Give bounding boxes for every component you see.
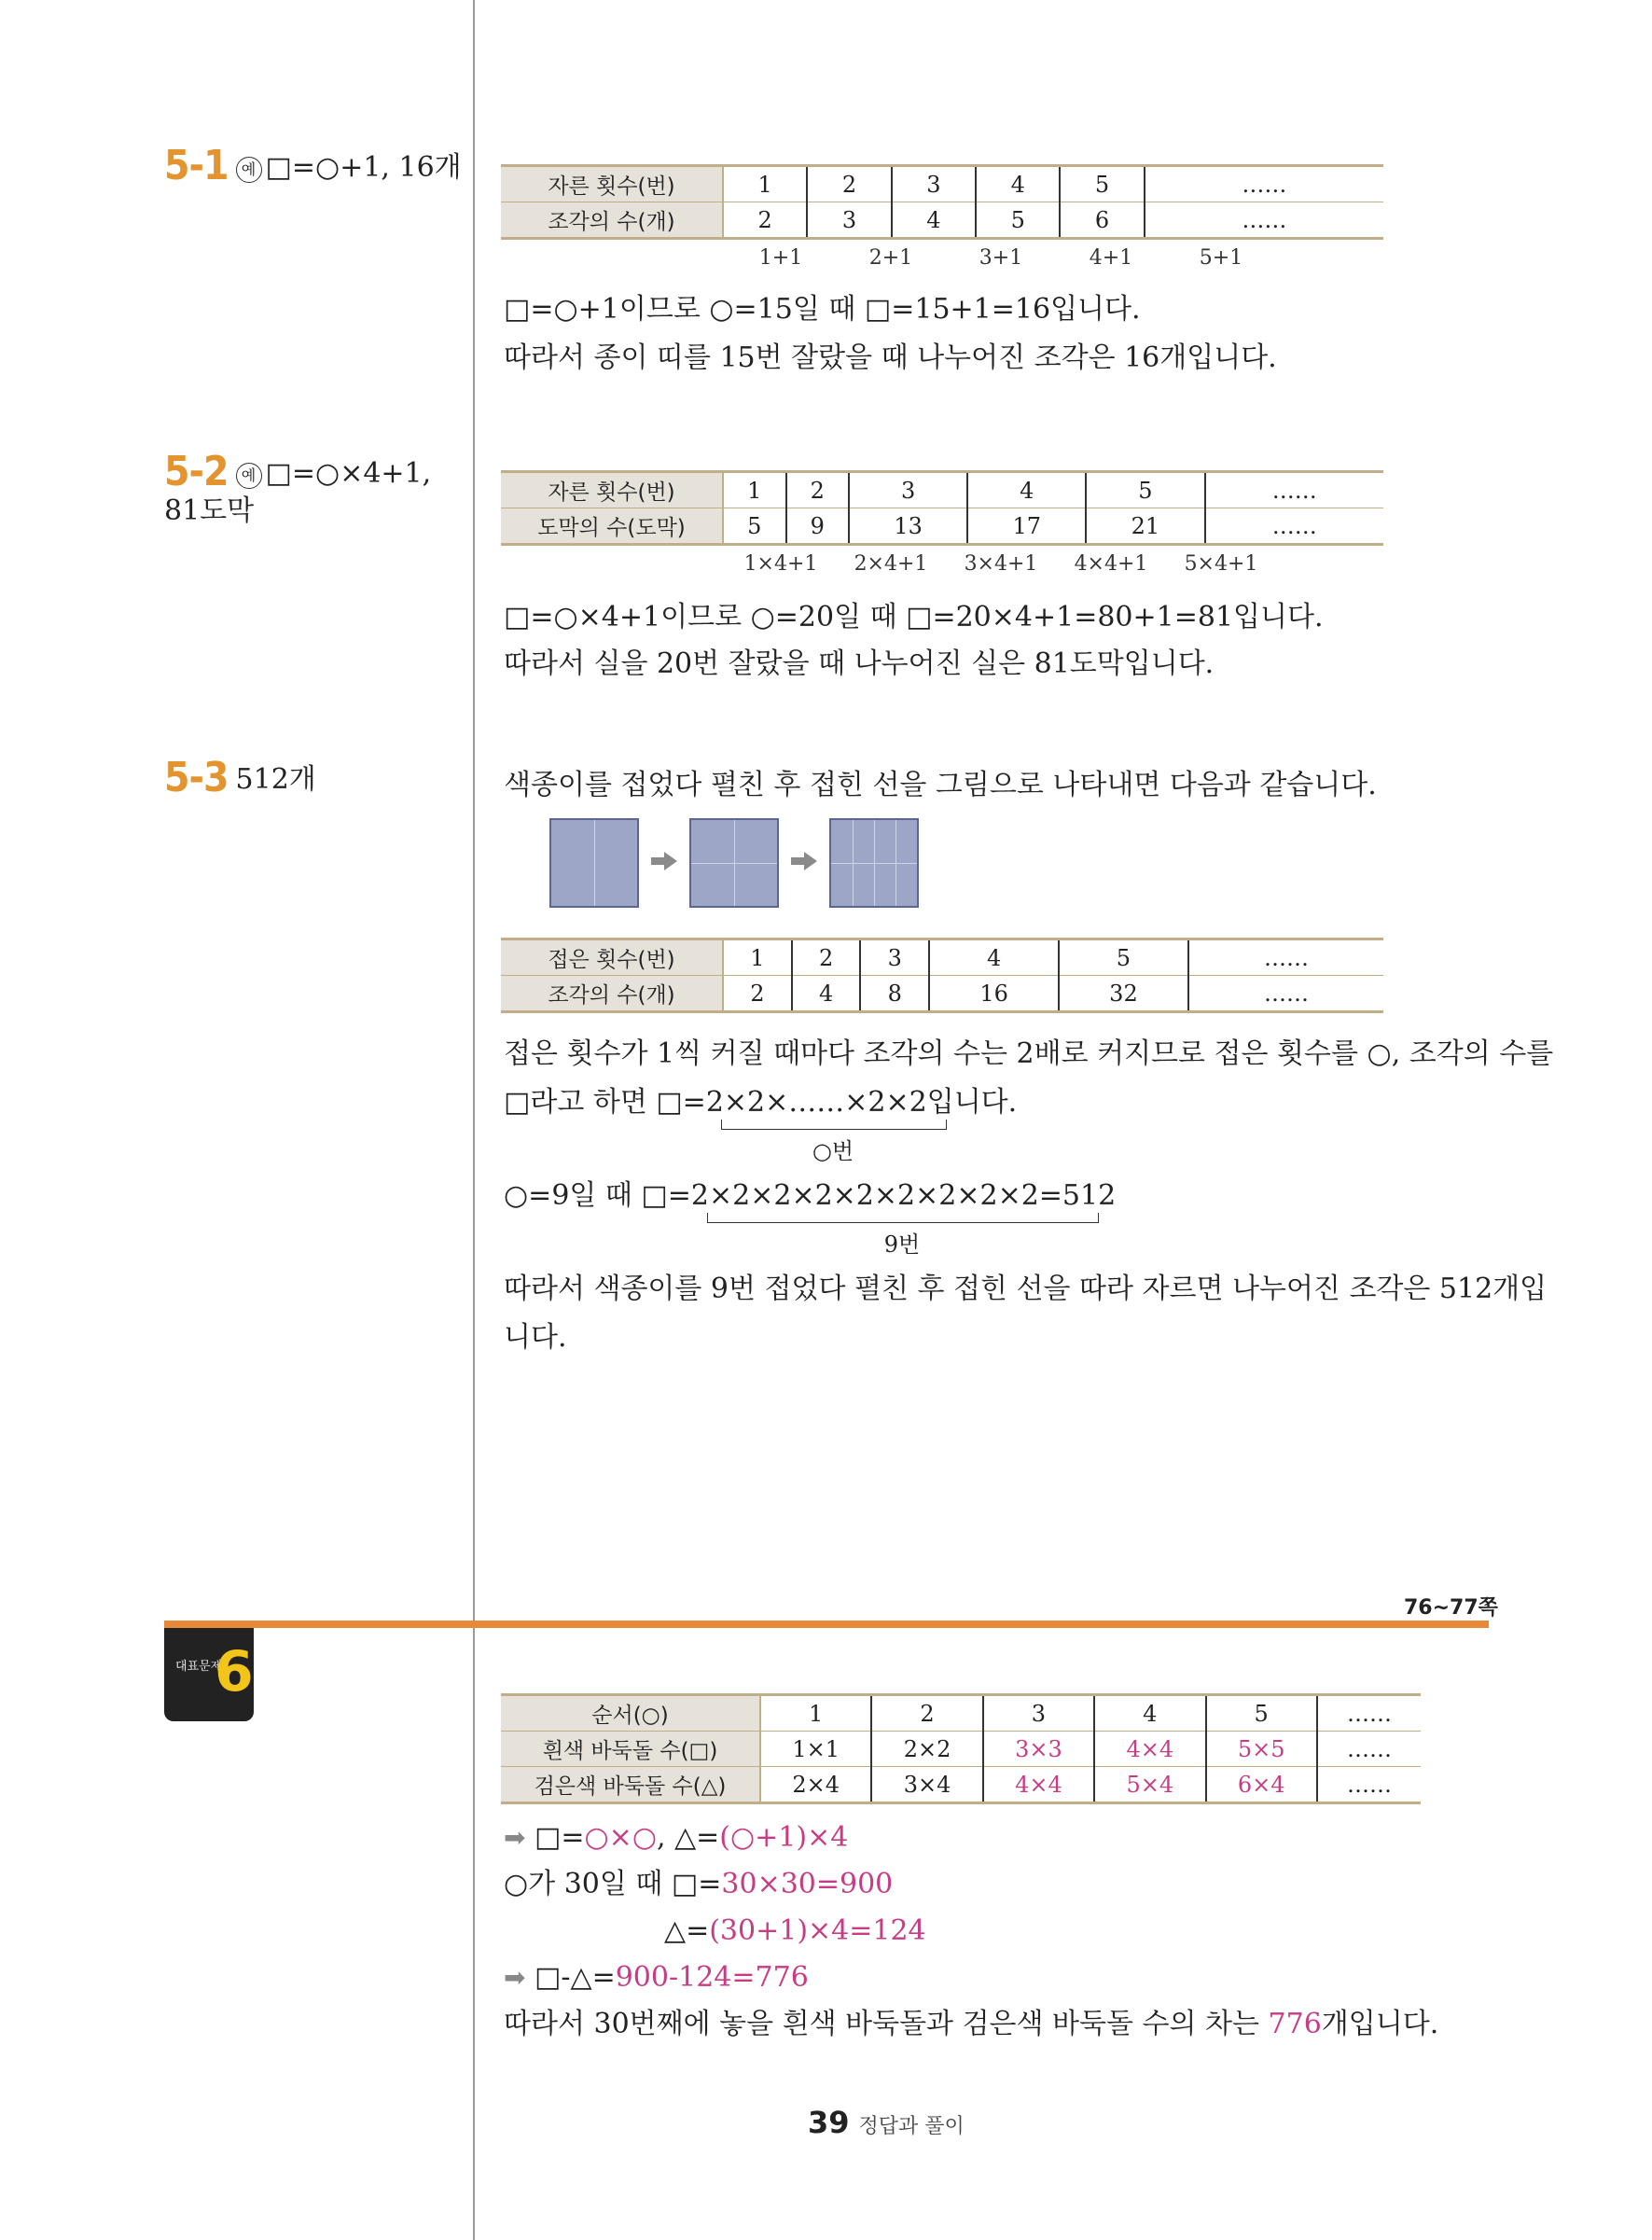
sub-expression: 5×4+1 — [1184, 552, 1258, 576]
cell: 1 — [723, 939, 792, 976]
cell: 13 — [849, 508, 967, 545]
eq-answer: 900-124=776 — [615, 1961, 809, 1994]
eq-text: 개입니다. — [1321, 2008, 1439, 2040]
folded-paper-2 — [689, 818, 779, 908]
cell: 6×4 — [1206, 1767, 1317, 1803]
cell: 4 — [1094, 1695, 1205, 1732]
solution-line: □라고 하면 □=2×2×……×2×2입니다. — [504, 1086, 1018, 1119]
cell: 2 — [723, 976, 792, 1012]
example-mark-icon: 예 — [236, 157, 262, 183]
cell: 3 — [849, 472, 967, 508]
final-sentence — [504, 2006, 1438, 2043]
cell: 1 — [723, 166, 807, 202]
cell: 3×3 — [983, 1732, 1094, 1767]
underbrace — [707, 1213, 1099, 1223]
table-row — [501, 472, 1383, 508]
equation-line — [664, 1913, 926, 1950]
sub-expression: 3×4+1 — [964, 552, 1038, 576]
arrow-right-icon — [791, 852, 817, 870]
sub-expression: 4+1 — [1089, 246, 1133, 270]
solution-line: ○=9일 때 □=2×2×2×2×2×2×2×2×2=512 — [504, 1179, 1117, 1212]
answer: □=○+1, 16개 — [265, 151, 462, 184]
cell: 4 — [976, 166, 1060, 202]
section-badge — [164, 1628, 254, 1721]
eq-answer: (30+1)×4=124 — [709, 1914, 926, 1947]
sub-expression: 5+1 — [1199, 246, 1243, 270]
table-5-2 — [501, 470, 1383, 546]
row-header: 접은 횟수(번) — [501, 939, 723, 976]
solution-line: 니다. — [504, 1321, 567, 1354]
cell: 4 — [929, 939, 1059, 976]
table-row — [501, 1695, 1421, 1732]
cell: 8 — [860, 976, 929, 1012]
eq-answer: (○+1)×4 — [719, 1821, 849, 1854]
page-number: 39 — [808, 2105, 850, 2140]
solution-line: 따라서 종이 띠를 15번 잘랐을 때 나누어진 조각은 16개입니다. — [504, 341, 1277, 374]
problem-5-1-label — [164, 142, 462, 189]
cell: …… — [1188, 939, 1383, 976]
page-footer — [808, 2105, 965, 2140]
eq-answer: 776 — [1268, 2008, 1322, 2040]
cell: 1×1 — [760, 1732, 871, 1767]
cell: 2 — [723, 202, 807, 239]
footer-title: 정답과 풀이 — [858, 2115, 965, 2138]
table-row — [501, 976, 1383, 1012]
solution-line: 접은 횟수가 1씩 커질 때마다 조각의 수는 2배로 커지므로 접은 횟수를 ○, 조각의 수를 — [504, 1037, 1554, 1070]
sub-expressions — [726, 552, 1276, 576]
brace-label: ○번 — [812, 1138, 854, 1164]
folded-paper-1 — [549, 818, 639, 908]
cell: 4 — [892, 202, 976, 239]
eq-answer: ○×○ — [584, 1821, 657, 1854]
row-header: 조각의 수(개) — [501, 976, 723, 1012]
solution-line: 따라서 실을 20번 잘랐을 때 나누어진 실은 81도막입니다. — [504, 647, 1215, 680]
sub-expression: 3+1 — [979, 246, 1023, 270]
eq-text: , △= — [657, 1821, 720, 1854]
row-header: 조각의 수(개) — [501, 202, 723, 239]
cell: 2 — [871, 1695, 982, 1732]
table-row — [501, 1732, 1421, 1767]
cell: 2×4 — [760, 1767, 871, 1803]
eq-text: △= — [664, 1914, 710, 1947]
badge-number: 6 — [215, 1639, 254, 1704]
cell: 4 — [967, 472, 1086, 508]
cell: …… — [1205, 508, 1384, 545]
table-5-1 — [501, 164, 1383, 240]
underbrace — [721, 1120, 947, 1130]
table-row — [501, 166, 1383, 202]
table-6 — [501, 1693, 1421, 1804]
row-header: 자른 횟수(번) — [501, 472, 723, 508]
solution-line: 따라서 색종이를 9번 접었다 펼친 후 접힌 선을 따라 자르면 나누어진 조각은 512개입 — [504, 1273, 1548, 1305]
solution-line: □=○+1이므로 ○=15일 때 □=15+1=16입니다. — [504, 293, 1141, 326]
cell: …… — [1145, 166, 1383, 202]
example-mark-icon: 예 — [236, 463, 262, 489]
cell: 5 — [723, 508, 786, 545]
table-5-3 — [501, 938, 1383, 1013]
cell: 5 — [976, 202, 1060, 239]
cell: 3 — [860, 939, 929, 976]
cell: 9 — [786, 508, 850, 545]
cell: …… — [1317, 1732, 1421, 1767]
cell: 5 — [1206, 1695, 1317, 1732]
cell: 4 — [792, 976, 861, 1012]
cell: 4×4 — [1094, 1732, 1205, 1767]
cell: …… — [1145, 202, 1383, 239]
row-header: 자른 횟수(번) — [501, 166, 723, 202]
problem-5-2-label — [164, 448, 432, 530]
column-divider — [473, 0, 475, 2240]
table-row — [501, 508, 1383, 545]
cell: 3×4 — [871, 1767, 982, 1803]
brace-label: 9번 — [883, 1231, 921, 1258]
row-header: 검은색 바둑돌 수(△) — [501, 1767, 760, 1803]
row-header: 흰색 바둑돌 수(□) — [501, 1732, 760, 1767]
solution-line: □=○×4+1이므로 ○=20일 때 □=20×4+1=80+1=81입니다. — [504, 601, 1324, 633]
sub-expression: 2×4+1 — [854, 552, 928, 576]
cell: 2 — [807, 166, 891, 202]
cell: 16 — [929, 976, 1059, 1012]
cell: 2 — [792, 939, 861, 976]
problem-number: 5-1 — [164, 142, 229, 189]
cell: 6 — [1060, 202, 1144, 239]
badge-label: 대표문제 — [175, 1660, 223, 1674]
section-rule — [164, 1621, 1489, 1628]
cell: 5×4 — [1094, 1767, 1205, 1803]
answer: 512개 — [235, 763, 316, 796]
answer-continued: 81도막 — [164, 494, 255, 527]
eq-answer: 30×30=900 — [721, 1868, 894, 1900]
sub-expression: 4×4+1 — [1074, 552, 1148, 576]
cell: 32 — [1059, 976, 1188, 1012]
problem-5-3-label — [164, 754, 316, 801]
eq-text: ○가 30일 때 □= — [504, 1868, 722, 1900]
cell: …… — [1188, 976, 1383, 1012]
cell: 3 — [807, 202, 891, 239]
row-header: 순서(○) — [501, 1695, 760, 1732]
arrow-right-icon — [651, 852, 677, 870]
sub-expression: 2+1 — [868, 246, 913, 270]
table-row — [501, 1767, 1421, 1803]
cell: 5 — [1086, 472, 1204, 508]
cell: 4×4 — [983, 1767, 1094, 1803]
answer: □=○×4+1, — [265, 457, 432, 490]
table-row — [501, 202, 1383, 239]
equation-line — [504, 1959, 809, 1997]
cell: 2×2 — [871, 1732, 982, 1767]
cell: 5×5 — [1206, 1732, 1317, 1767]
cell: …… — [1205, 472, 1384, 508]
page-reference: 76~77쪽 — [1404, 1596, 1498, 1620]
cell: 21 — [1086, 508, 1204, 545]
eq-text: □= — [534, 1821, 585, 1854]
cell: …… — [1317, 1695, 1421, 1732]
arrow-right-icon: ➡ — [504, 1822, 526, 1853]
cell: …… — [1317, 1767, 1421, 1803]
cell: 1 — [723, 472, 786, 508]
table-row — [501, 939, 1383, 976]
eq-text: 따라서 30번째에 놓을 흰색 바둑돌과 검은색 바둑돌 수의 차는 — [504, 2008, 1269, 2040]
sub-expression: 1×4+1 — [743, 552, 818, 576]
cell: 1 — [760, 1695, 871, 1732]
sub-expression: 1+1 — [758, 246, 803, 270]
problem-number: 5-2 — [164, 448, 229, 495]
intro-line: 색종이를 접었다 펼친 후 접힌 선을 그림으로 나타내면 다음과 같습니다. — [504, 769, 1377, 801]
cell: 2 — [786, 472, 850, 508]
cell: 3 — [983, 1695, 1094, 1732]
cell: 5 — [1059, 939, 1188, 976]
sub-expressions — [726, 246, 1276, 270]
eq-text: □-△= — [534, 1961, 616, 1994]
equation-line — [504, 1819, 848, 1857]
cell: 3 — [892, 166, 976, 202]
cell: 5 — [1060, 166, 1144, 202]
arrow-right-icon: ➡ — [504, 1962, 526, 1993]
equation-line — [504, 1866, 893, 1903]
folded-paper-3 — [829, 818, 919, 908]
cell: 17 — [967, 508, 1086, 545]
row-header: 도막의 수(도막) — [501, 508, 723, 545]
problem-number: 5-3 — [164, 754, 229, 801]
